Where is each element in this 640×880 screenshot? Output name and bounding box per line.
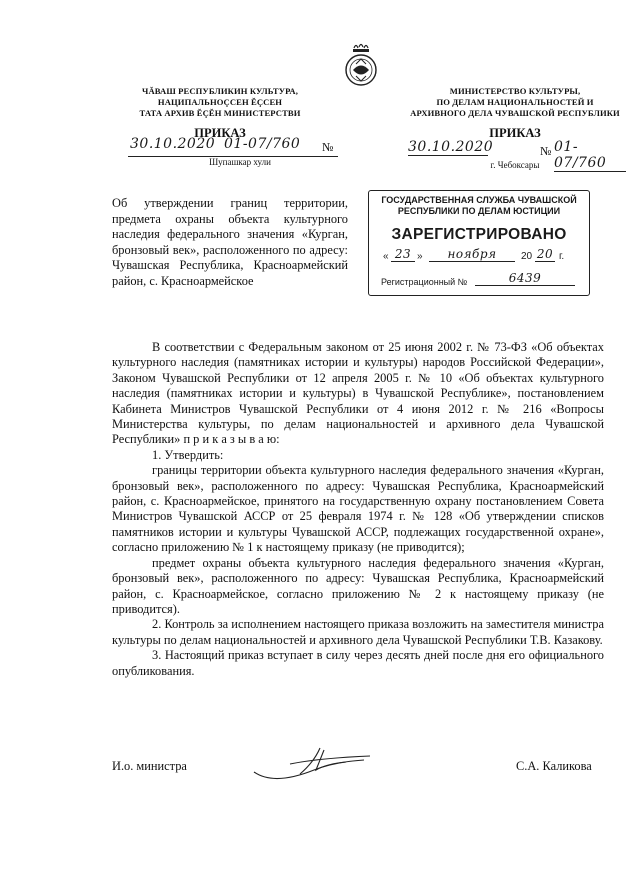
document-body [112, 340, 604, 679]
signature-position: И.о. министра [112, 759, 187, 773]
header-left-order-word: ПРИКАЗ [194, 126, 246, 140]
header-left-date-number [128, 136, 338, 157]
header-right-line3: АРХИВНОГО ДЕЛА ЧУВАШСКОЙ РЕСПУБЛИКИ [410, 108, 620, 118]
header-left-date: 30.10.2020 [130, 136, 216, 152]
document-title: Об утверждении границ территории, предмета охраны объекта культурного наследия федерального значения «Курган, бронзовый век», расположенного по адресу: Чувашская Республика, Красноармейский район, с. Красноармейское [112, 196, 348, 288]
stamp-registered: ЗАРЕГИСТРИРОВАНО [391, 226, 567, 243]
stamp-reg-number: 6439 [475, 271, 575, 286]
header-left-number-sign: № [322, 140, 334, 154]
header-left-number: 01-07/760 [224, 136, 301, 152]
stamp-reg-label: Регистрационный № [381, 277, 468, 287]
stamp-reg-row [377, 273, 581, 291]
header-right-order-word: ПРИКАЗ [489, 126, 541, 140]
stamp-year: 20 [536, 247, 554, 261]
stamp-line2: РЕСПУБЛИКИ ПО ДЕЛАМ ЮСТИЦИИ [397, 206, 561, 216]
header-right-line2: ПО ДЕЛАМ НАЦИОНАЛЬНОСТЕЙ И [436, 97, 594, 107]
header-left-line3: ТАТА АРХИВ ĔÇĔН МИНИСТЕРСТВИ [139, 108, 301, 118]
registration-stamp [368, 190, 590, 296]
handwritten-signature [250, 738, 380, 788]
body-paragraph-5: 2. Контроль за исполнением настоящего приказа возложить на заместителя министра культуры по делам национальностей и архивного дела Чувашской Республики Т.В. Казакову. [112, 617, 604, 647]
stamp-year-suffix: г. [559, 251, 565, 262]
stamp-month: ноября [429, 247, 515, 262]
header-right-date: 30.10.2020 [408, 139, 494, 155]
body-paragraph-2: 1. Утвердить: [152, 447, 224, 462]
header-left-city: Шупашкар хули [209, 157, 271, 167]
header-right-number: 01-07/760 [554, 139, 626, 172]
stamp-date-row: « 23 » ноября 20 20 г. [383, 247, 565, 262]
header-right-city: г. Чебоксары [490, 160, 540, 170]
header-right-number-sign: № [540, 144, 552, 158]
body-paragraph-6: 3. Настоящий приказ вступает в силу через десять дней после дня его официального опубликования. [112, 648, 604, 678]
signature-name: С.А. Каликова [516, 759, 592, 773]
header-right-line1: МИНИСТЕРСТВО КУЛЬТУРЫ, [449, 86, 581, 96]
stamp-line1: ГОСУДАРСТВЕННАЯ СЛУЖБА ЧУВАШСКОЙ [381, 195, 577, 205]
body-paragraph-4: предмет охраны объекта культурного наследия федерального значения «Курган, бронзовый век», расположенного по адресу: Чувашская Республика, Красноармейский район, с. Красноармейское, согласно приложению № 2 к настоящему приказу (не приводится). [112, 555, 604, 616]
stamp-day: 23 [391, 247, 415, 262]
coat-of-arms-emblem [343, 42, 379, 90]
stamp-year-prefix: 20 [521, 251, 533, 262]
body-paragraph-3: границы территории объекта культурного наследия федерального значения «Курган, бронзовый век», расположенного по адресу: Чувашская Республика, Красноармейский район, с. Красноармейское, принятого на государственную охрану постановлением Совета Министров Чувашской АССР от 25 февраля 1974 г. № 128 «Об утверждении списков памятников истории и культуры Чувашской АССР, подлежащих государственной охране», согласно приложению № 1 к настоящему приказу (не приводится); [112, 463, 604, 555]
header-right-organization [402, 86, 628, 119]
header-left-line1: ЧĂВАШ РЕСПУБЛИКИН КУЛЬТУРА, [142, 86, 298, 96]
body-paragraph-1: В соответствии с Федеральным законом от 25 июня 2002 г. № 73-ФЗ «Об объектах культурного наследия (памятниках истории и культуры) народов Российской Федерации», Законом Чувашской Республики от 12 апреля 2005 г. № 10 «Об объектах культурного наследия (памятниках истории и культуры) в Чувашской Республике», постановлением Кабинета Министров Чувашской Республики от 4 июня 2012 г. № 216 «Вопросы Министерства культуры, по делам национальностей и архивного дела Чувашской Республики» п р и к а з ы в а ю: [112, 340, 604, 447]
header-left-line2: НАЦИПАЛЬНОÇСЕН ĔÇСЕН [157, 97, 283, 107]
header-left-organization [120, 86, 320, 119]
